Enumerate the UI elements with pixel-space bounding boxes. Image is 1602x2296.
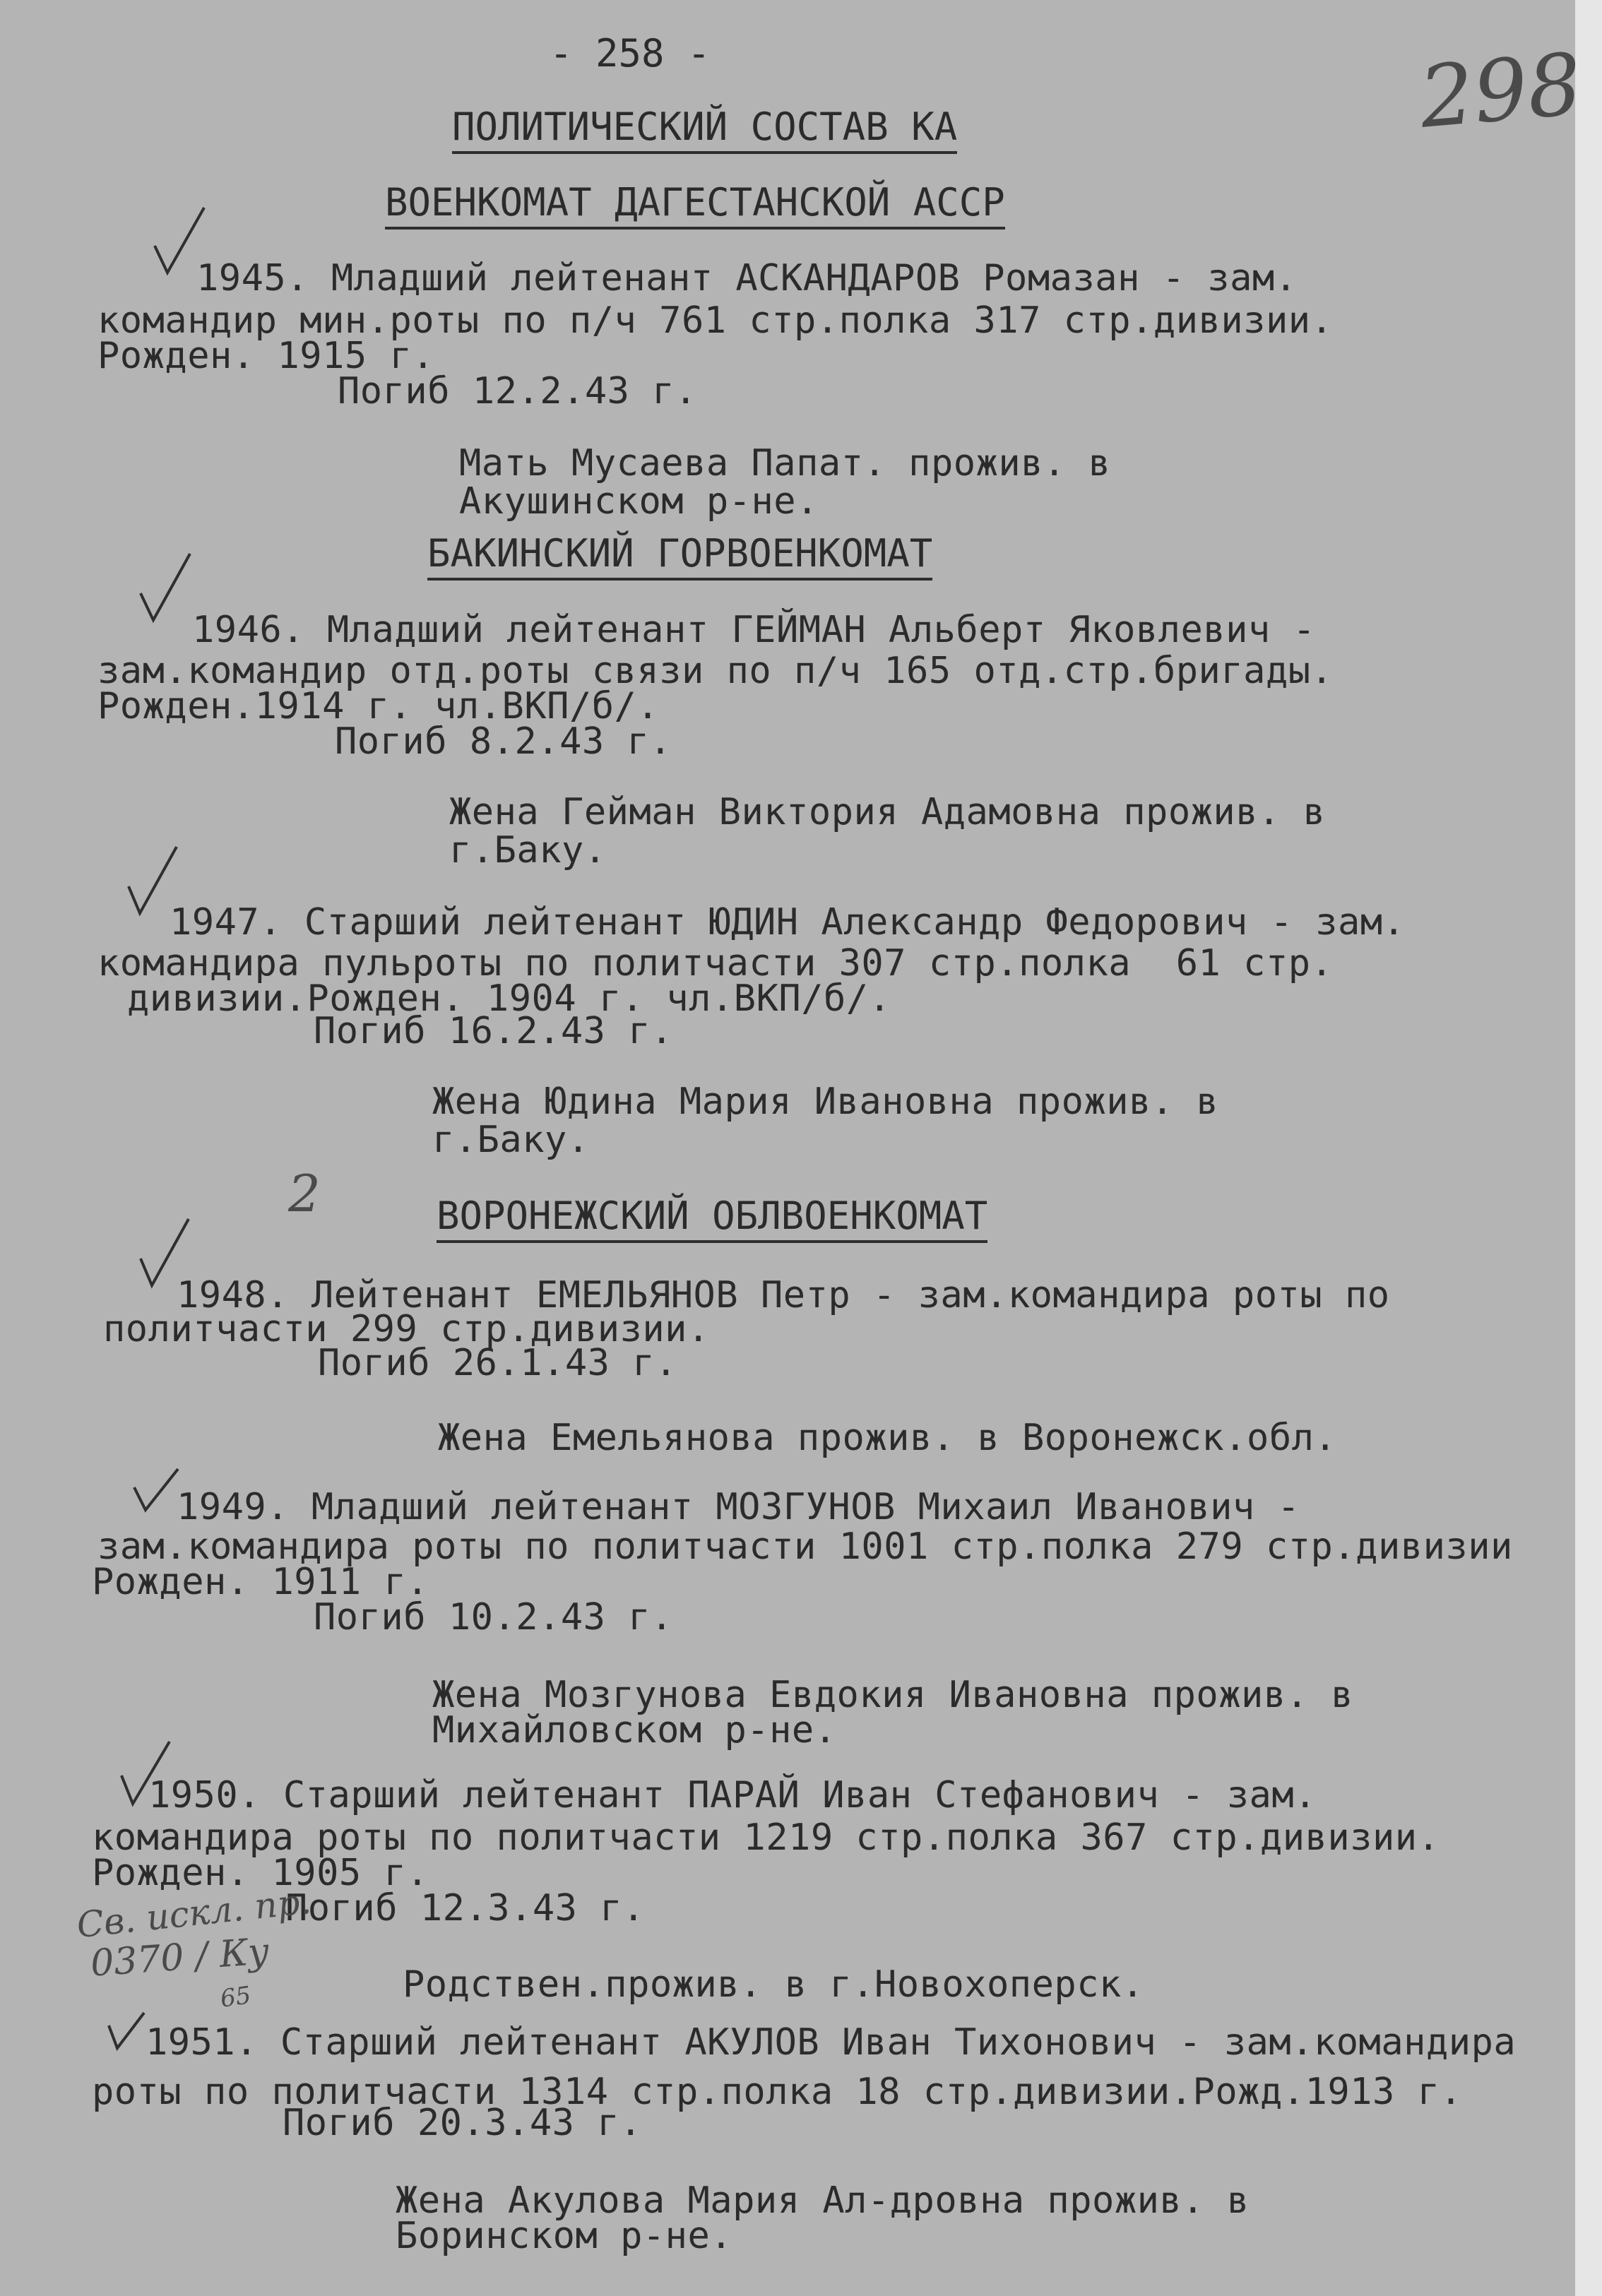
entry-1947-death: Погиб 16.2.43 г.	[314, 1010, 673, 1052]
entry-1946-relative-1: Жена Гейман Виктория Адамовна прожив. в	[449, 791, 1326, 833]
handwritten-margin-note-2: 0370 / Ку	[89, 1930, 271, 1985]
entry-1946-line-1: 1946. Младший лейтенант ГЕЙМАН Альберт Яковлевич -	[192, 609, 1316, 651]
checkmark-icon	[138, 551, 194, 629]
page-number: - 258 -	[550, 31, 711, 76]
entry-1945-line-3: Рожден. 1915 г.	[97, 335, 435, 377]
section-heading-baku: БАКИНСКИЙ ГОРВОЕНКОМАТ	[427, 531, 932, 581]
entry-1950-line-2: командира роты по политчасти 1219 стр.полка 367 стр.дивизии.	[92, 1816, 1440, 1859]
entry-1948-line-1: 1948. Лейтенант ЕМЕЛЬЯНОВ Петр - зам.командира роты по	[177, 1274, 1390, 1316]
entry-1948-death: Погиб 26.1.43 г.	[318, 1342, 677, 1384]
entry-1949-line-1: 1949. Младший лейтенант МОЗГУНОВ Михаил Иванович -	[177, 1486, 1300, 1528]
handwritten-margin-note-3: 65	[218, 1981, 253, 2014]
entry-1947-line-3: дивизии.Рожден. 1904 г. чл.ВКП/б/.	[127, 977, 891, 1020]
entry-1945-relative-2: Акушинском р-не.	[459, 480, 819, 523]
archive-number: 298	[1416, 35, 1586, 148]
entry-1950-relative-1: Родствен.прожив. в г.Новохоперск.	[403, 1963, 1144, 2006]
entry-1950-line-1: 1950. Старший лейтенант ПАРАЙ Иван Стефанович - зам.	[148, 1774, 1317, 1816]
entry-1951-relative-2: Боринском р-не.	[396, 2215, 733, 2257]
checkmark-icon	[131, 1466, 181, 1516]
entry-1945-line-1: 1945. Младший лейтенант АСКАНДАРОВ Ромазан - зам.	[196, 257, 1298, 299]
entry-1949-death: Погиб 10.2.43 г.	[314, 1596, 673, 1638]
entry-1945-line-2: командир мин.роты по п/ч 761 стр.полка 317 стр.дивизии.	[97, 299, 1334, 342]
entry-1949-line-3: Рожден. 1911 г.	[92, 1561, 429, 1603]
entry-1949-relative-1: Жена Мозгунова Евдокия Ивановна прожив. в	[432, 1674, 1354, 1716]
entry-1945-relative-1: Мать Мусаева Папат. прожив. в	[459, 442, 1111, 484]
stray-handwritten-mark: 2	[288, 1164, 321, 1223]
entry-1945-death: Погиб 12.2.43 г.	[338, 370, 697, 412]
entry-1947-relative-2: г.Баку.	[432, 1119, 590, 1161]
section-heading-voronezh: ВОРОНЕЖСКИЙ ОБЛВОЕНКОМАТ	[437, 1194, 987, 1243]
entry-1947-relative-1: Жена Юдина Мария Ивановна прожив. в	[432, 1081, 1219, 1123]
entry-1948-relative-1: Жена Емельянова прожив. в Воронежск.обл.	[438, 1417, 1337, 1459]
section-heading-dagestan: ВОЕНКОМАТ ДАГЕСТАНСКОЙ АССР	[385, 180, 1005, 230]
page-edge	[1575, 0, 1602, 2296]
checkmark-icon	[106, 2010, 148, 2052]
document-title: ПОЛИТИЧЕСКИЙ СОСТАВ КА	[452, 105, 957, 154]
entry-1947-line-1: 1947. Старший лейтенант ЮДИН Александр Федорович - зам.	[170, 901, 1406, 944]
handwritten-margin-note-1: Св. искл. пр.	[74, 1880, 314, 1946]
entry-1946-line-3: Рожден.1914 г. чл.ВКП/б/.	[97, 685, 660, 727]
entry-1951-relative-1: Жена Акулова Мария Ал-дровна прожив. в	[396, 2179, 1250, 2222]
entry-1949-line-2: зам.командира роты по политчасти 1001 стр.полка 279 стр.дивизии	[97, 1525, 1513, 1568]
entry-1948-line-2: политчасти 299 стр.дивизии.	[103, 1308, 710, 1350]
entry-1946-death: Погиб 8.2.43 г.	[335, 720, 672, 763]
entry-1949-relative-2: Михайловском р-не.	[432, 1709, 837, 1751]
entry-1951-death: Погиб 20.3.43 г.	[283, 2102, 642, 2144]
entry-1951-line-1: 1951. Старший лейтенант АКУЛОВ Иван Тихонович - зам.командира	[146, 2021, 1517, 2064]
entry-1950-line-3: Рожден. 1905 г.	[92, 1852, 429, 1894]
entry-1946-relative-2: г.Баку.	[449, 829, 607, 872]
entry-1946-line-2: зам.командир отд.роты связи по п/ч 165 отд.стр.бригады.	[97, 650, 1334, 692]
entry-1947-line-2: командира пульроты по политчасти 307 стр.полка 61 стр.	[97, 942, 1334, 985]
entry-1950-death: Погиб 12.3.43 г.	[285, 1887, 645, 1929]
entry-1951-line-2: роты по политчасти 1314 стр.полка 18 стр.дивизии.Рожд.1913 г.	[92, 2071, 1463, 2113]
